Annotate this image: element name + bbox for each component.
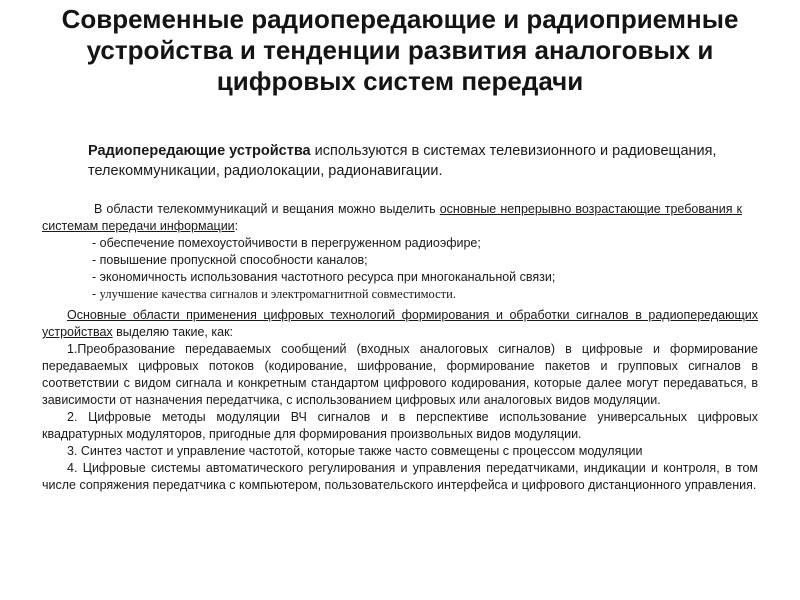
requirement-text: улучшение качества сигналов и электромагнитной совместимости. (99, 287, 456, 301)
applications-lead (42, 307, 758, 341)
requirement-item: - обеспечение помехоустойчивости в перегруженном радиоэфире; (92, 236, 481, 250)
application-item-4: 4. Цифровые системы автоматического регулирования и управления передатчиками, индикации и контроля, в том числе сопряжения передатчика с компьютером, пользовательского интерфейса и цифрового дистанционного управления. (42, 461, 758, 492)
application-item-3: 3. Синтез частот и управление частотой, которые также часто совмещены с процессом модуляции (67, 444, 643, 458)
intro-paragraph (88, 141, 728, 181)
telecom-lead-end: : (234, 219, 239, 233)
requirement-item: - экономичность использования частотного ресурса при многоканальной связи; (92, 270, 556, 284)
application-item-1: 1.Преобразование передаваемых сообщений (входных аналоговых сигналов) в цифровые и формирование передаваемых цифровых потоков (кодирование, шифрование, формирование пакетов и групповых сигналов в соответствии с видом сигнала и конкретным стандартом цифрового кодирования, которые далее могут передаваться, в зависимости от назначения передатчика, с использованием цифровых или аналоговых видов модуляции. (42, 342, 758, 407)
requirement-item: - повышение пропускной способности каналов; (92, 253, 368, 267)
application-item-2: 2. Цифровые методы модуляции ВЧ сигналов и в перспективе использование универсальных цифровых квадратурных модуляторов, пригодные для формирования произвольных видов модуляции. (42, 410, 758, 441)
telecom-lead-underlined: основные непрерывно возрастающие требования к системам передачи информации (42, 202, 743, 233)
intro-text: используются в системах телевизионного и радиовещания, телекоммуникации, радиолокации, радионавигации. (88, 143, 717, 179)
applications-lead-underlined: Основные области применения цифровых технологий формирования и обработки сигналов в радиопередающих устройствах (42, 308, 758, 339)
digital-applications (42, 307, 758, 494)
requirement-dash: - (92, 287, 100, 301)
telecom-requirements (42, 201, 742, 303)
intro-bold-term: Радиопередающие устройства (88, 143, 311, 159)
telecom-lead-start: В области телекоммуникаций и вещания можно выделить (94, 202, 440, 216)
requirement-item-last (42, 286, 742, 303)
applications-lead-rest: выделяю такие, как: (112, 325, 234, 339)
slide-title: Современные радиопередающие и радиоприемные устройства и тенденции развития аналоговых и цифровых систем передачи (61, 4, 739, 96)
telecom-lead (42, 201, 742, 235)
